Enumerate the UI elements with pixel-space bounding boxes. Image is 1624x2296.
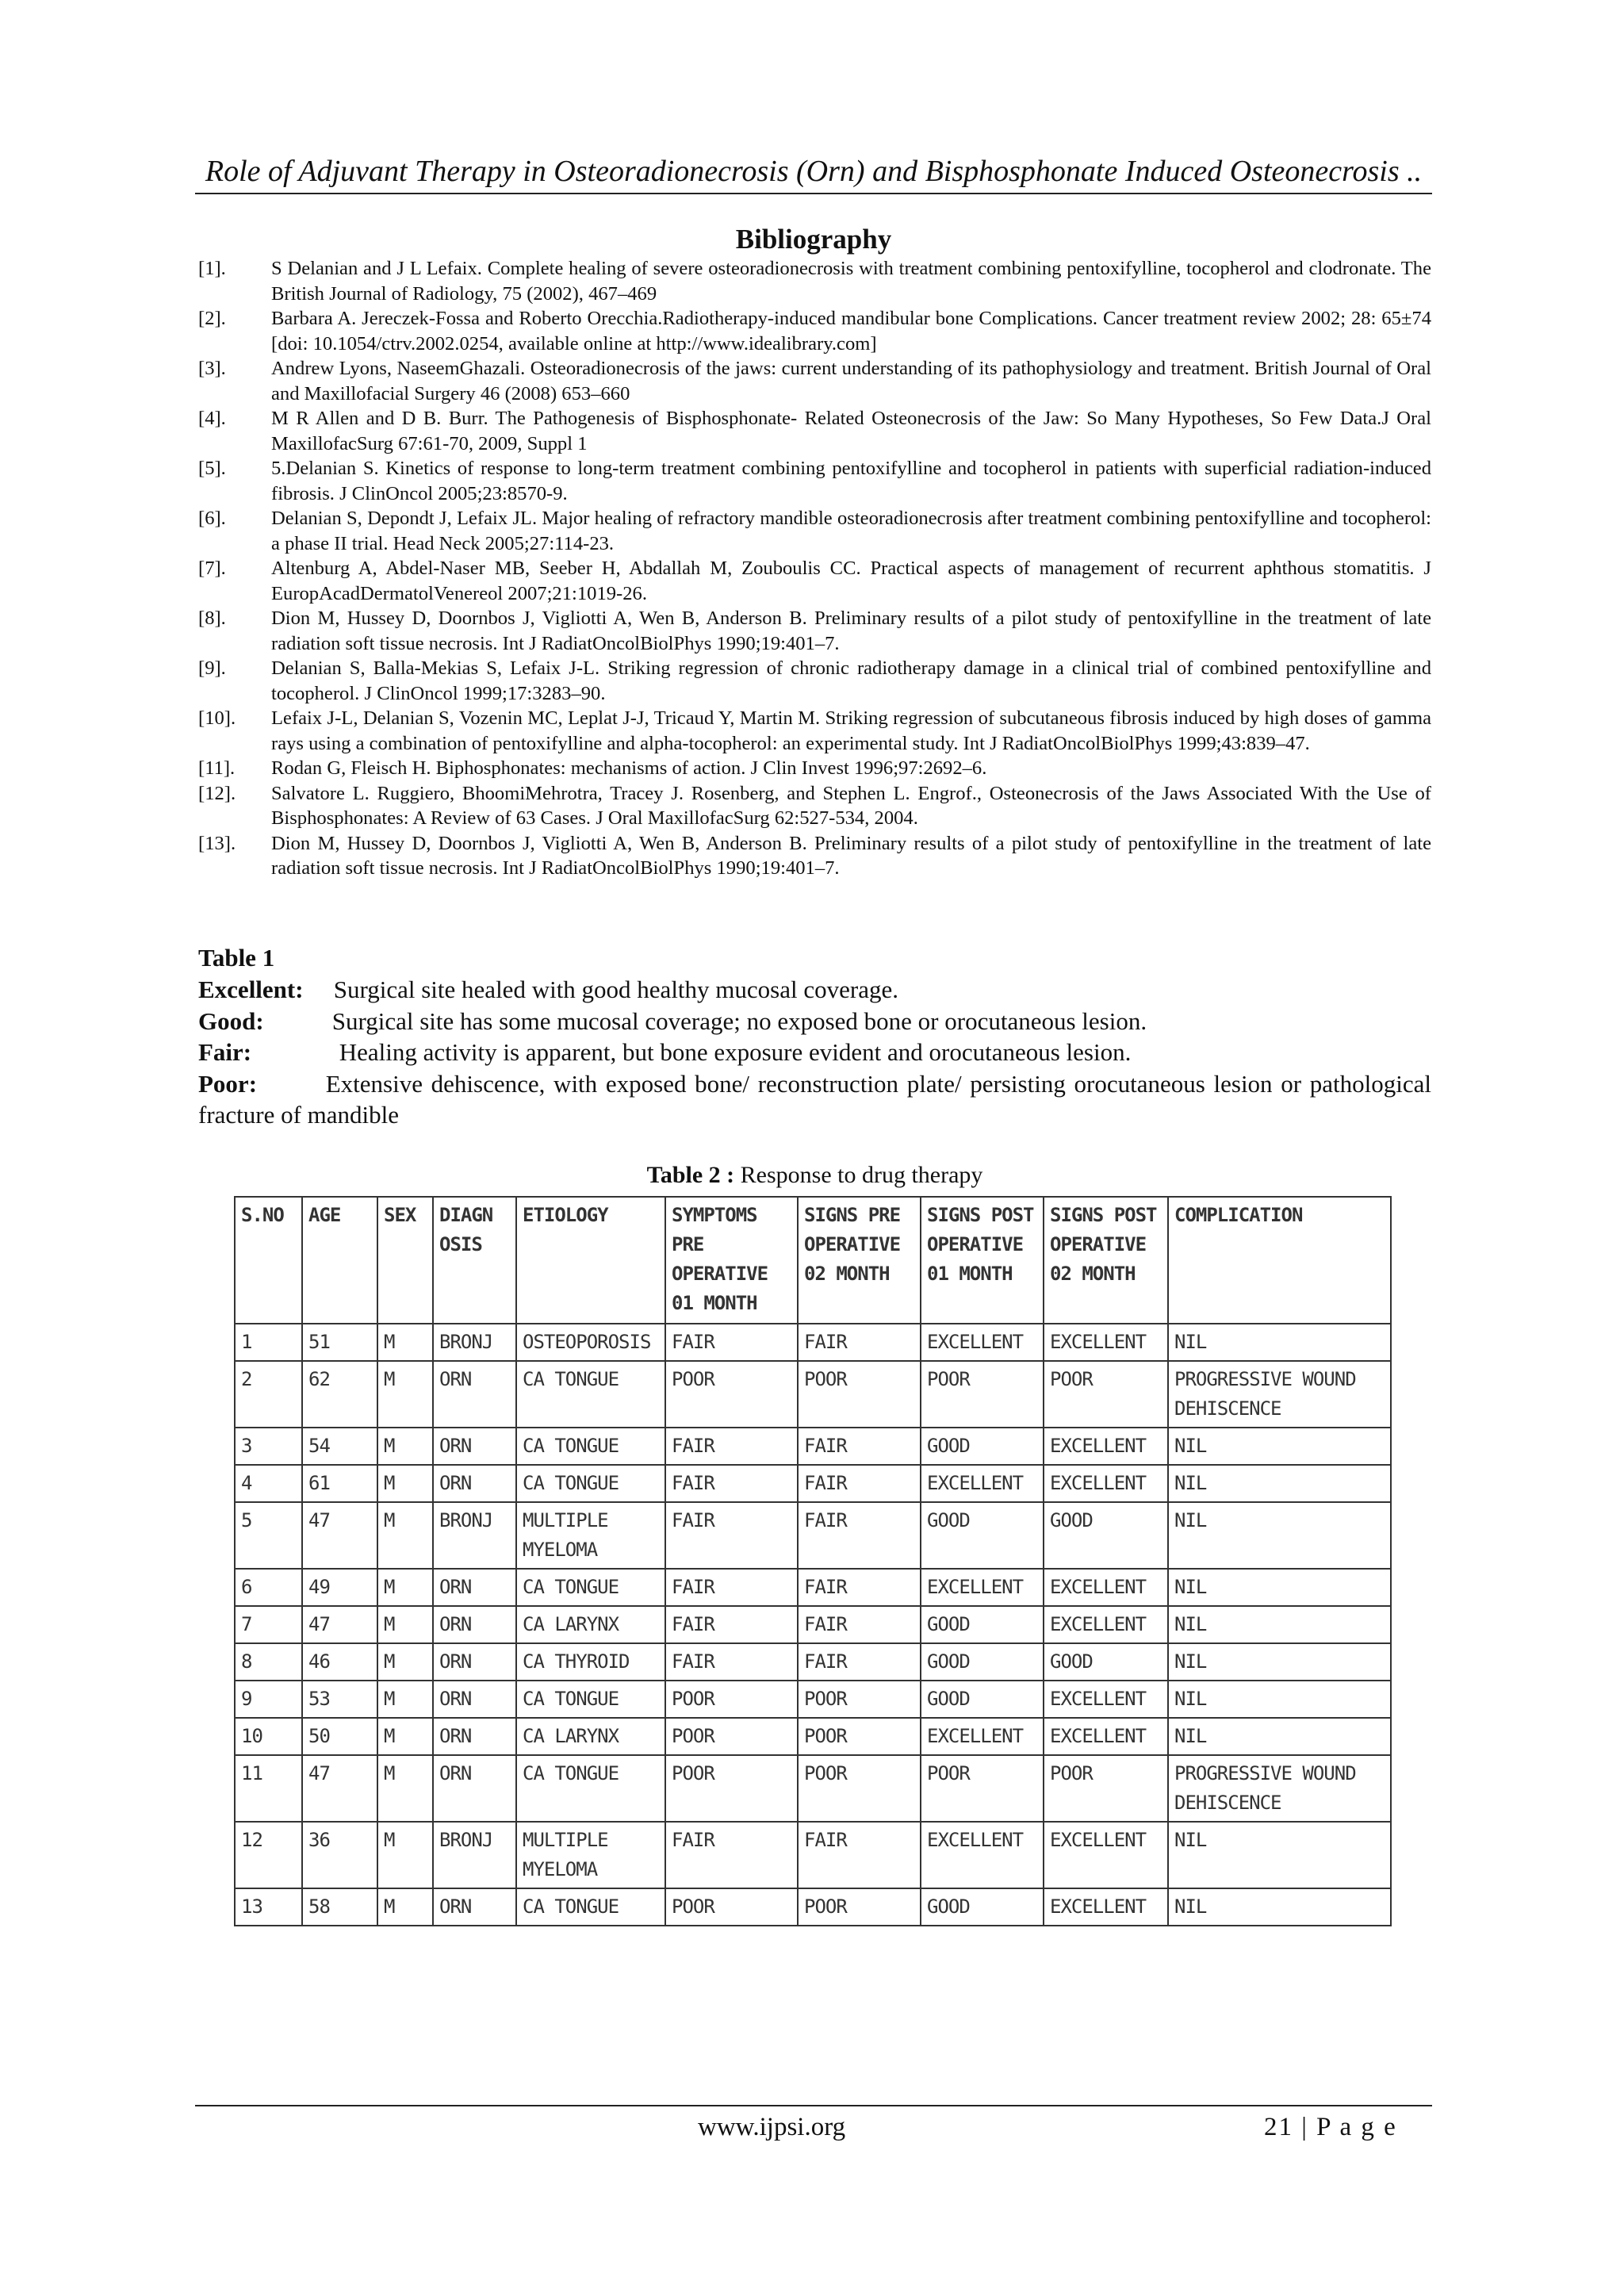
column-header: SIGNS PRE OPERATIVE 02 MONTH [798, 1197, 921, 1324]
table-cell: M [377, 1361, 433, 1428]
table1-row [198, 1068, 1431, 1131]
table-cell: CA THYROID [516, 1643, 665, 1681]
column-header: DIAGN OSIS [433, 1197, 516, 1324]
table-cell: M [377, 1888, 433, 1926]
table1-row [198, 974, 1431, 1006]
table-cell: POOR [798, 1361, 921, 1428]
table-cell: EXCELLENT [1044, 1822, 1168, 1888]
table-row [235, 1606, 1391, 1643]
table1-desc: Healing activity is apparent, but bone exposure evident and orocutaneous lesion. [339, 1038, 1132, 1066]
table-cell: M [377, 1822, 433, 1888]
column-header: COMPLICATION [1168, 1197, 1391, 1324]
table-cell: M [377, 1502, 433, 1569]
reference-number: [3]. [198, 358, 226, 379]
table-cell: FAIR [665, 1569, 798, 1606]
column-header: SYMPTOMS PRE OPERATIVE 01 MONTH [665, 1197, 798, 1324]
reference-text: Barbara A. Jereczek-Fossa and Roberto Orecchia.Radiotherapy-induced mandibular bone Complications. Cancer treatment review 2002; 28: 65±74 [doi: 10.1054/ctrv.2002.0254, available online at http://www.idealibrary.com] [271, 308, 1431, 355]
reference-number: [7]. [198, 558, 226, 579]
table1-desc: Extensive dehiscence, with exposed bone/ reconstruction plate/ persisting orocutaneous lesion or pathological fracture of mandible [198, 1069, 1431, 1129]
reference-item [198, 606, 1431, 656]
table-cell: FAIR [798, 1502, 921, 1569]
table-cell: PROGRESSIVE WOUND DEHISCENCE [1168, 1361, 1391, 1428]
reference-item [198, 556, 1431, 606]
table-cell: ORN [433, 1465, 516, 1502]
table-cell: CA TONGUE [516, 1428, 665, 1465]
reference-item [198, 456, 1431, 506]
table-cell: 58 [302, 1888, 377, 1926]
table-cell: EXCELLENT [921, 1822, 1044, 1888]
table-cell: POOR [665, 1718, 798, 1755]
table-cell: OSTEOPOROSIS [516, 1324, 665, 1361]
journal-website: www.ijpsi.org [698, 2113, 846, 2141]
reference-text: Altenburg A, Abdel-Naser MB, Seeber H, Abdallah M, Zouboulis CC. Practical aspects of management of recurrent aphthous stomatitis. J EuropAcadDermatolVenereol 2007;21:1019-26. [271, 558, 1431, 604]
table-cell: 12 [235, 1822, 302, 1888]
table-cell: EXCELLENT [1044, 1718, 1168, 1755]
table-cell: 51 [302, 1324, 377, 1361]
table-cell: POOR [665, 1888, 798, 1926]
table1-term: Good: [198, 1006, 264, 1035]
table-cell: 50 [302, 1718, 377, 1755]
table-cell: BRONJ [433, 1502, 516, 1569]
table-cell: NIL [1168, 1718, 1391, 1755]
footer-rule [195, 2105, 1432, 2106]
header-rule [195, 193, 1432, 194]
table-row [235, 1755, 1391, 1822]
reference-number: [11]. [198, 757, 236, 779]
reference-text: Delanian S, Depondt J, Lefaix JL. Major healing of refractory mandible osteoradionecrosis after treatment combining pentoxifylline and tocopherol: a phase II trial. Head Neck 2005;27:114-23. [271, 508, 1431, 554]
table2-caption [198, 1160, 1431, 1190]
reference-number: [6]. [198, 508, 226, 529]
table2-caption-label: Table 2 : [646, 1162, 735, 1188]
reference-text: M R Allen and D B. Burr. The Pathogenesis of Bisphosphonate- Related Osteonecrosis of the Jaw: So Many Hypotheses, So Few Data.J Oral MaxillofacSurg 67:61-70, 2009, Suppl 1 [271, 408, 1431, 454]
page-number: 21 | P a g e [1264, 2113, 1397, 2141]
reference-text: S Delanian and J L Lefaix. Complete healing of severe osteoradionecrosis with treatment combining pentoxifylline, tocopherol and clodronate. The British Journal of Radiology, 75 (2002), 467–469 [271, 258, 1431, 305]
table-cell: FAIR [798, 1606, 921, 1643]
table-row [235, 1428, 1391, 1465]
table-cell: M [377, 1428, 433, 1465]
table1-term: Excellent: [198, 976, 304, 1003]
table-cell: FAIR [798, 1569, 921, 1606]
table-cell: POOR [921, 1361, 1044, 1428]
reference-number: [8]. [198, 608, 226, 629]
table-cell: EXCELLENT [1044, 1606, 1168, 1643]
reference-item [198, 756, 1431, 781]
table-row [235, 1569, 1391, 1606]
table-cell: 8 [235, 1643, 302, 1681]
table-cell: GOOD [921, 1888, 1044, 1926]
table-cell: GOOD [1044, 1502, 1168, 1569]
reference-text: Lefaix J-L, Delanian S, Vozenin MC, Leplat J-J, Tricaud Y, Martin M. Striking regression of subcutaneous fibrosis induced by high doses of gamma rays using a combination of pentoxifylline and alpha-tocopherol: an experimental study. Int J RadiatOncolBiolPhys 1999;43:839–47. [271, 707, 1431, 754]
table-cell: GOOD [921, 1643, 1044, 1681]
table-cell: NIL [1168, 1569, 1391, 1606]
table-cell: EXCELLENT [921, 1718, 1044, 1755]
table2-caption-text: Response to drug therapy [740, 1162, 983, 1188]
table-cell: MULTIPLE MYELOMA [516, 1822, 665, 1888]
column-header: SIGNS POST OPERATIVE 02 MONTH [1044, 1197, 1168, 1324]
table-cell: CA TONGUE [516, 1888, 665, 1926]
table-cell: FAIR [665, 1822, 798, 1888]
table-cell: FAIR [798, 1324, 921, 1361]
table-cell: POOR [1044, 1361, 1168, 1428]
table-cell: 13 [235, 1888, 302, 1926]
table-cell: FAIR [665, 1428, 798, 1465]
bibliography-title: Bibliography [735, 224, 892, 255]
table-cell: 7 [235, 1606, 302, 1643]
column-header: ETIOLOGY [516, 1197, 665, 1324]
table-cell: EXCELLENT [1044, 1465, 1168, 1502]
table-cell: M [377, 1681, 433, 1718]
table-cell: POOR [921, 1755, 1044, 1822]
table-cell: FAIR [665, 1465, 798, 1502]
reference-text: Dion M, Hussey D, Doornbos J, Vigliotti A, Wen B, Anderson B. Preliminary results of a pilot study of pentoxifylline in the treatment of late radiation soft tissue necrosis. Int J RadiatOncolBiolPhys 1990;19:401–7. [271, 608, 1431, 654]
table-cell: EXCELLENT [1044, 1569, 1168, 1606]
reference-item [198, 356, 1431, 406]
response-table [234, 1196, 1392, 1926]
table-cell: MULTIPLE MYELOMA [516, 1502, 665, 1569]
table-cell: 10 [235, 1718, 302, 1755]
table-cell: 47 [302, 1755, 377, 1822]
reference-number: [10]. [198, 707, 236, 729]
table-cell: POOR [665, 1681, 798, 1718]
table-cell: POOR [798, 1755, 921, 1822]
table-cell: EXCELLENT [921, 1465, 1044, 1502]
reference-number: [12]. [198, 782, 236, 804]
table-cell: PROGRESSIVE WOUND DEHISCENCE [1168, 1755, 1391, 1822]
table-cell: CA TONGUE [516, 1569, 665, 1606]
reference-item [198, 831, 1431, 881]
table1-term: Poor: [198, 1069, 258, 1098]
table-cell: ORN [433, 1428, 516, 1465]
table-cell: FAIR [665, 1502, 798, 1569]
table-cell: FAIR [798, 1643, 921, 1681]
table-cell: CA TONGUE [516, 1361, 665, 1428]
reference-item [198, 306, 1431, 356]
reference-text: Delanian S, Balla-Mekias S, Lefaix J-L. Striking regression of chronic radiotherapy damage in a clinical trial of combined pentoxifylline and tocopherol. J ClinOncol 1999;17:3283–90. [271, 657, 1431, 704]
table-row [235, 1502, 1391, 1569]
table-cell: NIL [1168, 1428, 1391, 1465]
table-row [235, 1361, 1391, 1428]
table-cell: POOR [665, 1755, 798, 1822]
table-cell: CA TONGUE [516, 1681, 665, 1718]
table-cell: M [377, 1569, 433, 1606]
reference-text: 5.Delanian S. Kinetics of response to long-term treatment combining pentoxifylline and tocopherol in patients with superficial radiation-induced fibrosis. J ClinOncol 2005;23:8570-9. [271, 458, 1431, 504]
table-cell: NIL [1168, 1643, 1391, 1681]
reference-text: Rodan G, Fleisch H. Biphosphonates: mechanisms of action. J Clin Invest 1996;97:2692–6. [271, 757, 987, 779]
reference-text: Andrew Lyons, NaseemGhazali. Osteoradionecrosis of the jaws: current understanding of its pathophysiology and treatment. British Journal of Oral and Maxillofacial Surgery 46 (2008) 653–660 [271, 358, 1431, 404]
reference-item [198, 656, 1431, 706]
table-cell: NIL [1168, 1822, 1391, 1888]
reference-number: [4]. [198, 408, 226, 429]
reference-list [198, 256, 1431, 881]
table-cell: GOOD [921, 1681, 1044, 1718]
table-row [235, 1681, 1391, 1718]
table-cell: ORN [433, 1643, 516, 1681]
table-row [235, 1718, 1391, 1755]
reference-number: [13]. [198, 832, 236, 854]
table-cell: NIL [1168, 1465, 1391, 1502]
table-cell: NIL [1168, 1502, 1391, 1569]
table-cell: 46 [302, 1643, 377, 1681]
table-cell: POOR [798, 1718, 921, 1755]
table-cell: ORN [433, 1569, 516, 1606]
table-cell: BRONJ [433, 1822, 516, 1888]
table-cell: FAIR [665, 1324, 798, 1361]
table-cell: EXCELLENT [1044, 1324, 1168, 1361]
reference-text: Salvatore L. Ruggiero, BhoomiMehrotra, Tracey J. Rosenberg, and Stephen L. Engrof., Osteonecrosis of the Jaws Associated With the Use of Bisphosphonates: A Review of 63 Cases. J Oral MaxillofacSurg 62:527-534, 2004. [271, 782, 1431, 829]
table-cell: ORN [433, 1361, 516, 1428]
reference-number: [2]. [198, 308, 226, 329]
table1-row [198, 1006, 1431, 1037]
table-cell: CA TONGUE [516, 1755, 665, 1822]
table-cell: CA LARYNX [516, 1606, 665, 1643]
table-cell: 9 [235, 1681, 302, 1718]
table1-desc: Surgical site healed with good healthy mucosal coverage. [333, 976, 898, 1003]
running-title: Role of Adjuvant Therapy in Osteoradionecrosis (Orn) and Bisphosphonate Induced Osteonecrosis .. [205, 155, 1423, 188]
table-cell: GOOD [921, 1606, 1044, 1643]
table-cell: M [377, 1465, 433, 1502]
table1-desc: Surgical site has some mucosal coverage; no exposed bone or orocutaneous lesion. [331, 1006, 1147, 1035]
table-cell: CA LARYNX [516, 1718, 665, 1755]
table-cell: M [377, 1755, 433, 1822]
table-cell: M [377, 1718, 433, 1755]
table-cell: 54 [302, 1428, 377, 1465]
table-cell: ORN [433, 1681, 516, 1718]
table-cell: 53 [302, 1681, 377, 1718]
table-cell: EXCELLENT [921, 1324, 1044, 1361]
table-cell: NIL [1168, 1888, 1391, 1926]
reference-text: Dion M, Hussey D, Doornbos J, Vigliotti A, Wen B, Anderson B. Preliminary results of a pilot study of pentoxifylline in the treatment of late radiation soft tissue necrosis. Int J RadiatOncolBiolPhys 1990;19:401–7. [271, 832, 1431, 879]
table-cell: NIL [1168, 1681, 1391, 1718]
table-cell: POOR [798, 1681, 921, 1718]
table-row [235, 1822, 1391, 1888]
table-row [235, 1643, 1391, 1681]
table-cell: FAIR [798, 1428, 921, 1465]
table-cell: FAIR [798, 1465, 921, 1502]
table-cell: 47 [302, 1502, 377, 1569]
table-cell: M [377, 1606, 433, 1643]
column-header: S.NO [235, 1197, 302, 1324]
table1-legend [198, 974, 1431, 1131]
table-cell: POOR [798, 1888, 921, 1926]
reference-item [198, 406, 1431, 456]
table-cell: M [377, 1643, 433, 1681]
table-cell: FAIR [665, 1606, 798, 1643]
table-cell: GOOD [921, 1428, 1044, 1465]
table-cell: NIL [1168, 1606, 1391, 1643]
reference-item [198, 781, 1431, 831]
column-header: SIGNS POST OPERATIVE 01 MONTH [921, 1197, 1044, 1324]
column-header: SEX [377, 1197, 433, 1324]
table-row [235, 1888, 1391, 1926]
table-cell: M [377, 1324, 433, 1361]
table-cell: ORN [433, 1718, 516, 1755]
table-cell: GOOD [921, 1502, 1044, 1569]
table-cell: EXCELLENT [921, 1569, 1044, 1606]
column-header: AGE [302, 1197, 377, 1324]
table-cell: POOR [665, 1361, 798, 1428]
table-cell: POOR [1044, 1755, 1168, 1822]
reference-number: [5]. [198, 458, 226, 479]
table-cell: 36 [302, 1822, 377, 1888]
table-cell: 5 [235, 1502, 302, 1569]
table-cell: ORN [433, 1606, 516, 1643]
table-cell: ORN [433, 1888, 516, 1926]
table-cell: FAIR [798, 1822, 921, 1888]
table1-term: Fair: [198, 1038, 252, 1066]
table-cell: EXCELLENT [1044, 1888, 1168, 1926]
table-cell: EXCELLENT [1044, 1681, 1168, 1718]
table-cell: 6 [235, 1569, 302, 1606]
table-row [235, 1324, 1391, 1361]
table-body [235, 1324, 1391, 1926]
reference-number: [9]. [198, 657, 226, 679]
reference-number: [1]. [198, 258, 226, 279]
table-cell: NIL [1168, 1324, 1391, 1361]
table-cell: 49 [302, 1569, 377, 1606]
table-cell: 11 [235, 1755, 302, 1822]
table-cell: BRONJ [433, 1324, 516, 1361]
table-cell: CA TONGUE [516, 1465, 665, 1502]
table-cell: 1 [235, 1324, 302, 1361]
table-cell: 47 [302, 1606, 377, 1643]
reference-item [198, 256, 1431, 306]
table-cell: 61 [302, 1465, 377, 1502]
table-cell: ORN [433, 1755, 516, 1822]
table-cell: GOOD [1044, 1643, 1168, 1681]
reference-item [198, 506, 1431, 556]
table-cell: 62 [302, 1361, 377, 1428]
table-cell: 3 [235, 1428, 302, 1465]
table1-row [198, 1037, 1431, 1068]
table-cell: EXCELLENT [1044, 1428, 1168, 1465]
reference-item [198, 706, 1431, 756]
table-cell: 4 [235, 1465, 302, 1502]
table-cell: 2 [235, 1361, 302, 1428]
table1-title: Table 1 [198, 944, 275, 972]
table-row [235, 1465, 1391, 1502]
table-header-row [235, 1197, 1391, 1324]
table-cell: FAIR [665, 1643, 798, 1681]
